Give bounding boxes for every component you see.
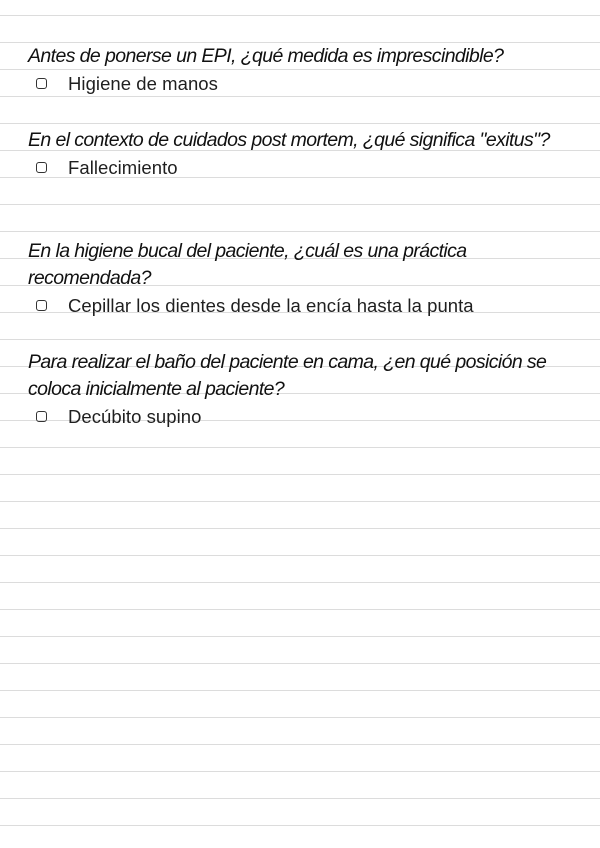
question-text: Antes de ponerse un EPI, ¿qué medida es imprescindible? [28, 45, 504, 67]
question-block [28, 43, 573, 97]
answer-text: Decúbito supino [68, 406, 202, 427]
answer-text: Higiene de manos [68, 73, 218, 94]
question-text: Para realizar el baño del paciente en cama, ¿en qué posición se coloca inicialmente al paciente? [28, 351, 547, 400]
question-block [28, 349, 573, 430]
answer-text: Cepillar los dientes desde la encía hasta la punta [68, 295, 474, 316]
answer-option[interactable] [36, 70, 573, 97]
checkbox-icon[interactable] [36, 78, 47, 89]
checkbox-icon[interactable] [36, 300, 47, 311]
question-block [28, 127, 573, 181]
answer-option[interactable] [36, 403, 573, 430]
question-block [28, 238, 573, 319]
answer-text: Fallecimiento [68, 157, 178, 178]
answer-option[interactable] [36, 292, 573, 319]
answer-option[interactable] [36, 154, 573, 181]
question-text: En el contexto de cuidados post mortem, ¿qué significa "exitus"? [28, 129, 550, 151]
checkbox-icon[interactable] [36, 162, 47, 173]
checkbox-icon[interactable] [36, 411, 47, 422]
question-text: En la higiene bucal del paciente, ¿cuál es una práctica recomendada? [28, 240, 467, 289]
